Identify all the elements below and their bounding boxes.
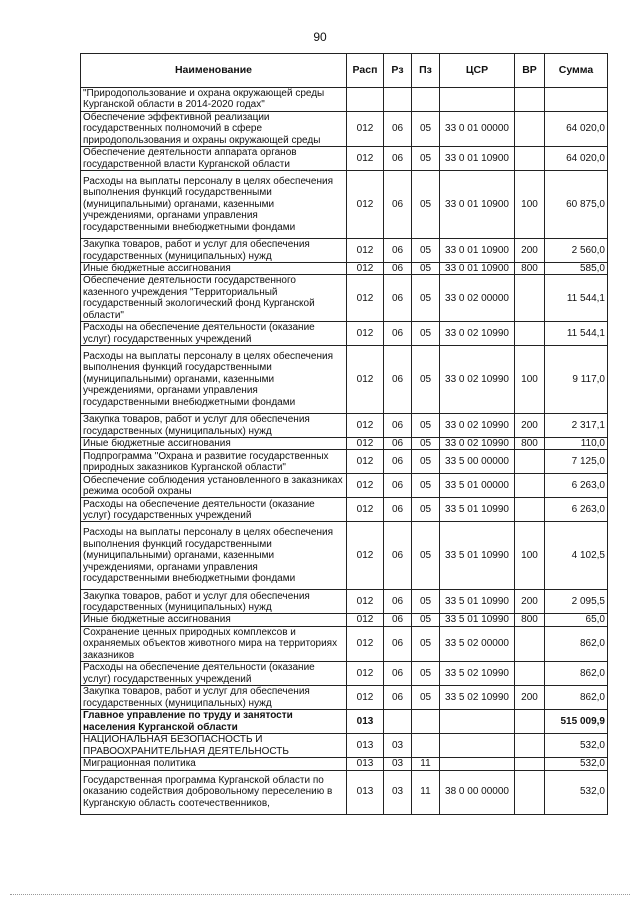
row-vr: 800: [515, 263, 545, 275]
row-csr: [440, 758, 515, 770]
row-vr: [515, 147, 545, 171]
row-rz: [384, 710, 412, 734]
row-vr: [515, 474, 545, 498]
table-row: [81, 758, 608, 770]
row-rasp: 012: [347, 263, 384, 275]
row-pz: 05: [412, 111, 440, 146]
row-sum: 532,0: [545, 758, 608, 770]
row-name: Расходы на обеспечение деятельности (оказание услуг) государственных учреждений: [81, 322, 347, 346]
row-rz: 06: [384, 438, 412, 450]
row-csr: 33 0 02 10990: [440, 322, 515, 346]
row-rz: 03: [384, 770, 412, 814]
row-csr: 38 0 00 00000: [440, 770, 515, 814]
row-sum: 2 095,5: [545, 590, 608, 614]
row-vr: 800: [515, 614, 545, 626]
row-rasp: 012: [347, 275, 384, 322]
row-name: Расходы на обеспечение деятельности (оказание услуг) государственных учреждений: [81, 662, 347, 686]
row-sum: 110,0: [545, 438, 608, 450]
row-sum: 60 875,0: [545, 171, 608, 239]
table-row: [81, 346, 608, 414]
row-rasp: 012: [347, 522, 384, 590]
row-sum: 11 544,1: [545, 275, 608, 322]
row-pz: 05: [412, 626, 440, 661]
row-csr: 33 0 02 10990: [440, 414, 515, 438]
row-vr: 100: [515, 171, 545, 239]
row-name: Иные бюджетные ассигнования: [81, 263, 347, 275]
row-csr: 33 5 01 10990: [440, 614, 515, 626]
row-rasp: 013: [347, 770, 384, 814]
row-pz: 05: [412, 686, 440, 710]
row-csr: 33 0 02 10990: [440, 346, 515, 414]
row-vr: [515, 662, 545, 686]
row-rasp: 012: [347, 346, 384, 414]
row-rz: 03: [384, 734, 412, 758]
row-vr: [515, 758, 545, 770]
table-row: [81, 171, 608, 239]
table-row: [81, 686, 608, 710]
row-rasp: 012: [347, 686, 384, 710]
row-pz: 05: [412, 263, 440, 275]
row-sum: 862,0: [545, 686, 608, 710]
row-vr: 200: [515, 239, 545, 263]
row-vr: 200: [515, 686, 545, 710]
row-sum: 862,0: [545, 662, 608, 686]
table-row: [81, 474, 608, 498]
row-csr: 33 5 01 10990: [440, 498, 515, 522]
row-pz: 05: [412, 498, 440, 522]
table-row: [81, 498, 608, 522]
row-rz: 06: [384, 474, 412, 498]
row-sum: 64 020,0: [545, 111, 608, 146]
row-name: Расходы на обеспечение деятельности (оказание услуг) государственных учреждений: [81, 498, 347, 522]
row-sum: 64 020,0: [545, 147, 608, 171]
table-row: [81, 275, 608, 322]
table-row: [81, 414, 608, 438]
row-pz: 05: [412, 474, 440, 498]
row-vr: 100: [515, 346, 545, 414]
row-name: Закупка товаров, работ и услуг для обеспечения государственных (муниципальных) нужд: [81, 239, 347, 263]
row-pz: 05: [412, 522, 440, 590]
row-pz: 05: [412, 414, 440, 438]
row-sum: 585,0: [545, 263, 608, 275]
row-vr: [515, 770, 545, 814]
table-row: [81, 710, 608, 734]
row-rz: 06: [384, 450, 412, 474]
row-pz: 05: [412, 662, 440, 686]
row-sum: [545, 88, 608, 112]
row-name: Закупка товаров, работ и услуг для обеспечения государственных (муниципальных) нужд: [81, 414, 347, 438]
row-sum: 11 544,1: [545, 322, 608, 346]
row-csr: 33 5 01 10990: [440, 590, 515, 614]
row-rz: 06: [384, 263, 412, 275]
row-pz: 11: [412, 770, 440, 814]
row-csr: [440, 734, 515, 758]
row-rz: 03: [384, 758, 412, 770]
row-rasp: 012: [347, 438, 384, 450]
row-sum: 862,0: [545, 626, 608, 661]
row-vr: [515, 88, 545, 112]
scan-footer-line: [10, 894, 630, 897]
row-pz: 05: [412, 590, 440, 614]
row-sum: 532,0: [545, 770, 608, 814]
row-name: Главное управление по труду и занятости населения Курганской области: [81, 710, 347, 734]
row-vr: 200: [515, 590, 545, 614]
row-sum: 6 263,0: [545, 474, 608, 498]
row-rz: 06: [384, 590, 412, 614]
header-name: Наименование: [81, 54, 347, 88]
row-name: Иные бюджетные ассигнования: [81, 614, 347, 626]
row-rasp: 012: [347, 414, 384, 438]
row-rz: 06: [384, 275, 412, 322]
row-vr: [515, 626, 545, 661]
row-vr: [515, 710, 545, 734]
header-vr: ВР: [515, 54, 545, 88]
row-rasp: 012: [347, 590, 384, 614]
header-rasp: Расп: [347, 54, 384, 88]
row-pz: [412, 88, 440, 112]
row-name: Расходы на выплаты персоналу в целях обеспечения выполнения функций государственными (муниципальными) органами, казенными учреждениями, органами управления государственными внебюджетными фондами: [81, 171, 347, 239]
row-sum: 2 560,0: [545, 239, 608, 263]
row-pz: 05: [412, 171, 440, 239]
row-sum: 2 317,1: [545, 414, 608, 438]
row-rasp: 012: [347, 322, 384, 346]
row-rz: 06: [384, 147, 412, 171]
row-csr: 33 0 01 10900: [440, 171, 515, 239]
row-rasp: 012: [347, 662, 384, 686]
row-rasp: 012: [347, 111, 384, 146]
row-sum: 7 125,0: [545, 450, 608, 474]
row-vr: 800: [515, 438, 545, 450]
row-rz: 06: [384, 626, 412, 661]
table-header-row: [81, 54, 608, 88]
row-rz: 06: [384, 614, 412, 626]
row-name: НАЦИОНАЛЬНАЯ БЕЗОПАСНОСТЬ И ПРАВООХРАНИТЕЛЬНАЯ ДЕЯТЕЛЬНОСТЬ: [81, 734, 347, 758]
row-rz: 06: [384, 111, 412, 146]
table-row: [81, 734, 608, 758]
row-vr: 100: [515, 522, 545, 590]
row-rz: 06: [384, 346, 412, 414]
row-pz: 05: [412, 239, 440, 263]
row-vr: 200: [515, 414, 545, 438]
header-sum: Сумма: [545, 54, 608, 88]
row-pz: 05: [412, 346, 440, 414]
row-csr: [440, 88, 515, 112]
row-pz: 05: [412, 275, 440, 322]
table-row: [81, 147, 608, 171]
row-name: Иные бюджетные ассигнования: [81, 438, 347, 450]
row-name: Обеспечение эффективной реализации государственных полномочий в сфере природопользования и охраны окружающей среды: [81, 111, 347, 146]
row-name: Расходы на выплаты персоналу в целях обеспечения выполнения функций государственными (муниципальными) органами, казенными учреждениями, органами управления государственными внебюджетными фондами: [81, 346, 347, 414]
row-rasp: 012: [347, 498, 384, 522]
row-csr: 33 5 00 00000: [440, 450, 515, 474]
row-csr: 33 0 01 10900: [440, 147, 515, 171]
row-vr: [515, 734, 545, 758]
row-rasp: 012: [347, 474, 384, 498]
row-csr: 33 0 02 10990: [440, 438, 515, 450]
row-rasp: 012: [347, 171, 384, 239]
table-row: [81, 88, 608, 112]
row-vr: [515, 498, 545, 522]
row-pz: 05: [412, 438, 440, 450]
row-csr: [440, 710, 515, 734]
row-rz: 06: [384, 662, 412, 686]
row-csr: 33 5 02 10990: [440, 662, 515, 686]
row-csr: 33 0 02 00000: [440, 275, 515, 322]
row-rasp: 013: [347, 734, 384, 758]
table-row: [81, 770, 608, 814]
row-name: Расходы на выплаты персоналу в целях обеспечения выполнения функций государственными (муниципальными) органами, казенными учреждениями, органами управления государственными внебюджетными фондами: [81, 522, 347, 590]
page-number: 90: [313, 30, 327, 44]
row-name: Обеспечение деятельности государственного казенного учреждения "Территориальный государственный экологический фонд Курганской области": [81, 275, 347, 322]
row-rasp: 012: [347, 450, 384, 474]
header-rz: Рз: [384, 54, 412, 88]
row-pz: 05: [412, 322, 440, 346]
row-sum: 515 009,9: [545, 710, 608, 734]
row-rasp: 012: [347, 239, 384, 263]
budget-table: [80, 53, 608, 815]
table-row: [81, 614, 608, 626]
row-rz: 06: [384, 171, 412, 239]
row-rasp: [347, 88, 384, 112]
row-vr: [515, 275, 545, 322]
row-name: "Природопользование и охрана окружающей среды Курганской области в 2014-2020 годах": [81, 88, 347, 112]
row-rz: 06: [384, 414, 412, 438]
table-row: [81, 522, 608, 590]
row-csr: 33 0 01 10900: [440, 239, 515, 263]
row-csr: 33 5 02 10990: [440, 686, 515, 710]
row-pz: [412, 710, 440, 734]
table-row: [81, 662, 608, 686]
row-csr: 33 0 01 10900: [440, 263, 515, 275]
row-sum: 65,0: [545, 614, 608, 626]
row-csr: 33 5 02 00000: [440, 626, 515, 661]
row-rz: 06: [384, 322, 412, 346]
row-rasp: 013: [347, 758, 384, 770]
row-name: Сохранение ценных природных комплексов и охраняемых объектов животного мира на территориях заказников: [81, 626, 347, 661]
row-rz: 06: [384, 498, 412, 522]
row-rz: [384, 88, 412, 112]
row-pz: 05: [412, 147, 440, 171]
header-csr: ЦСР: [440, 54, 515, 88]
row-name: Обеспечение деятельности аппарата органов государственной власти Курганской области: [81, 147, 347, 171]
row-sum: 4 102,5: [545, 522, 608, 590]
row-pz: 05: [412, 614, 440, 626]
row-pz: [412, 734, 440, 758]
row-name: Закупка товаров, работ и услуг для обеспечения государственных (муниципальных) нужд: [81, 686, 347, 710]
row-csr: 33 5 01 10990: [440, 522, 515, 590]
row-pz: 11: [412, 758, 440, 770]
table-row: [81, 263, 608, 275]
row-name: Государственная программа Курганской области по оказанию содействия добровольному переселению в Курганскую область соотечественников,: [81, 770, 347, 814]
table-row: [81, 111, 608, 146]
row-rz: 06: [384, 522, 412, 590]
header-pz: Пз: [412, 54, 440, 88]
row-name: Подпрограмма "Охрана и развитие государственных природных заказников Курганской области": [81, 450, 347, 474]
row-name: Закупка товаров, работ и услуг для обеспечения государственных (муниципальных) нужд: [81, 590, 347, 614]
row-vr: [515, 322, 545, 346]
row-sum: 6 263,0: [545, 498, 608, 522]
table-row: [81, 590, 608, 614]
table-row: [81, 438, 608, 450]
table-row: [81, 450, 608, 474]
row-rasp: 012: [347, 614, 384, 626]
row-name: Обеспечение соблюдения установленного в заказниках режима особой охраны: [81, 474, 347, 498]
row-name: Миграционная политика: [81, 758, 347, 770]
row-rz: 06: [384, 686, 412, 710]
row-rz: 06: [384, 239, 412, 263]
table-row: [81, 626, 608, 661]
row-csr: 33 0 01 00000: [440, 111, 515, 146]
row-rasp: 012: [347, 626, 384, 661]
row-pz: 05: [412, 450, 440, 474]
table-row: [81, 239, 608, 263]
row-vr: [515, 450, 545, 474]
row-sum: 532,0: [545, 734, 608, 758]
row-sum: 9 117,0: [545, 346, 608, 414]
table-row: [81, 322, 608, 346]
row-csr: 33 5 01 00000: [440, 474, 515, 498]
row-rasp: 013: [347, 710, 384, 734]
row-rasp: 012: [347, 147, 384, 171]
row-vr: [515, 111, 545, 146]
